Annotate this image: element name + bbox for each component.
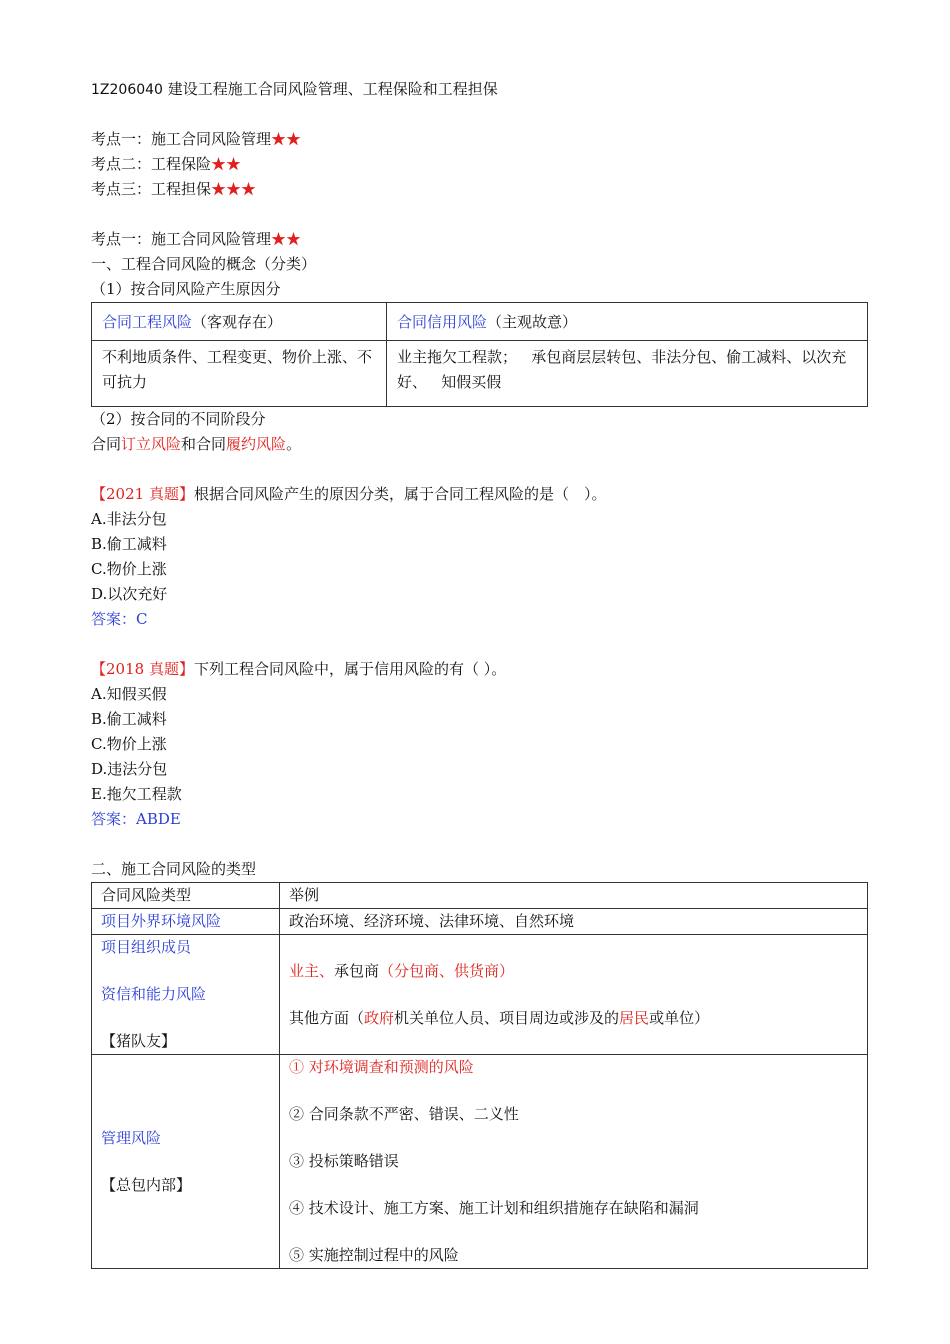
star-rating: ★★★: [211, 180, 257, 198]
table-header-cell: 举例: [280, 883, 868, 909]
overview-item: 考点一：施工合同风险管理★★: [91, 130, 302, 148]
star-rating: ★★: [271, 130, 302, 148]
table-cell: 项目外界环境风险: [92, 909, 280, 935]
question-option: D.以次充好: [91, 585, 168, 603]
question-option: D.违法分包: [91, 760, 168, 778]
subheading: 一、工程合同风险的概念（分类）: [91, 255, 317, 273]
table-cell: 项目组织成员 资信和能力风险 【猪队友】: [92, 935, 280, 1055]
question-option: A.非法分包: [91, 510, 167, 528]
overview-item: 考点三：工程担保★★★: [91, 180, 257, 198]
star-rating: ★★: [271, 230, 302, 248]
overview-item: 考点二：工程保险★★: [91, 155, 242, 173]
question-option: C.物价上涨: [91, 560, 167, 578]
table-cell: 政治环境、经济环境、法律环境、自然环境: [280, 909, 868, 935]
question-answer: 答案：ABDE: [91, 810, 181, 828]
subheading: （2）按合同的不同阶段分: [91, 410, 266, 428]
question-answer: 答案：C: [91, 610, 148, 628]
table-cell: [280, 1055, 868, 1269]
table-cell: 业主拖欠工程款； 承包商层层转包、非法分包、偷工减料、以次充好、 知假买假: [387, 341, 868, 407]
risk-type-table: [91, 882, 868, 1269]
question-option: B.偷工减料: [91, 710, 167, 728]
table-header-cell: 合同信用风险（主观故意）: [387, 303, 868, 341]
question-option: A.知假买假: [91, 685, 167, 703]
table-cell: 业主、承包商（分包商、供货商） 其他方面（政府机关单位人员、项目周边或涉及的居民或单位）: [280, 935, 868, 1055]
list-item: ② 合同条款不严密、错误、二义性: [289, 1105, 519, 1123]
title-text: 建设工程施工合同风险管理、工程保险和工程担保: [167, 80, 498, 98]
table-header-cell: 合同工程风险（客观存在）: [92, 303, 387, 341]
table-cell: 不利地质条件、工程变更、物价上涨、不可抗力: [92, 341, 387, 407]
document-page: [91, 77, 867, 1269]
table-cell: 管理风险 【总包内部】: [92, 1055, 280, 1269]
question-option: B.偷工减料: [91, 535, 167, 553]
section-heading: 二、施工合同风险的类型: [91, 860, 257, 878]
list-item: ④ 技术设计、施工方案、施工计划和组织措施存在缺陷和漏洞: [289, 1199, 699, 1217]
risk-cause-table: [91, 302, 868, 407]
question-stem: 【2018 真题】下列工程合同风险中，属于信用风险的有（ ）。: [91, 660, 507, 678]
question-option: E.拖欠工程款: [91, 785, 182, 803]
star-rating: ★★: [211, 155, 242, 173]
list-item: ③ 投标策略错误: [289, 1152, 399, 1170]
subheading: （1）按合同风险产生原因分: [91, 280, 281, 298]
section-heading: 考点一：施工合同风险管理★★: [91, 230, 302, 248]
table-header-cell: 合同风险类型: [92, 883, 280, 909]
stage-risk-line: 合同订立风险和合同履约风险。: [91, 435, 302, 453]
list-item: ① 对环境调查和预测的风险: [289, 1058, 474, 1076]
title-code: 1Z206040: [91, 82, 163, 98]
question-stem: 【2021 真题】根据合同风险产生的原因分类，属于合同工程风险的是（ ）。: [91, 485, 607, 503]
list-item: ⑤ 实施控制过程中的风险: [289, 1246, 459, 1264]
document-title: [91, 77, 867, 102]
question-option: C.物价上涨: [91, 735, 167, 753]
